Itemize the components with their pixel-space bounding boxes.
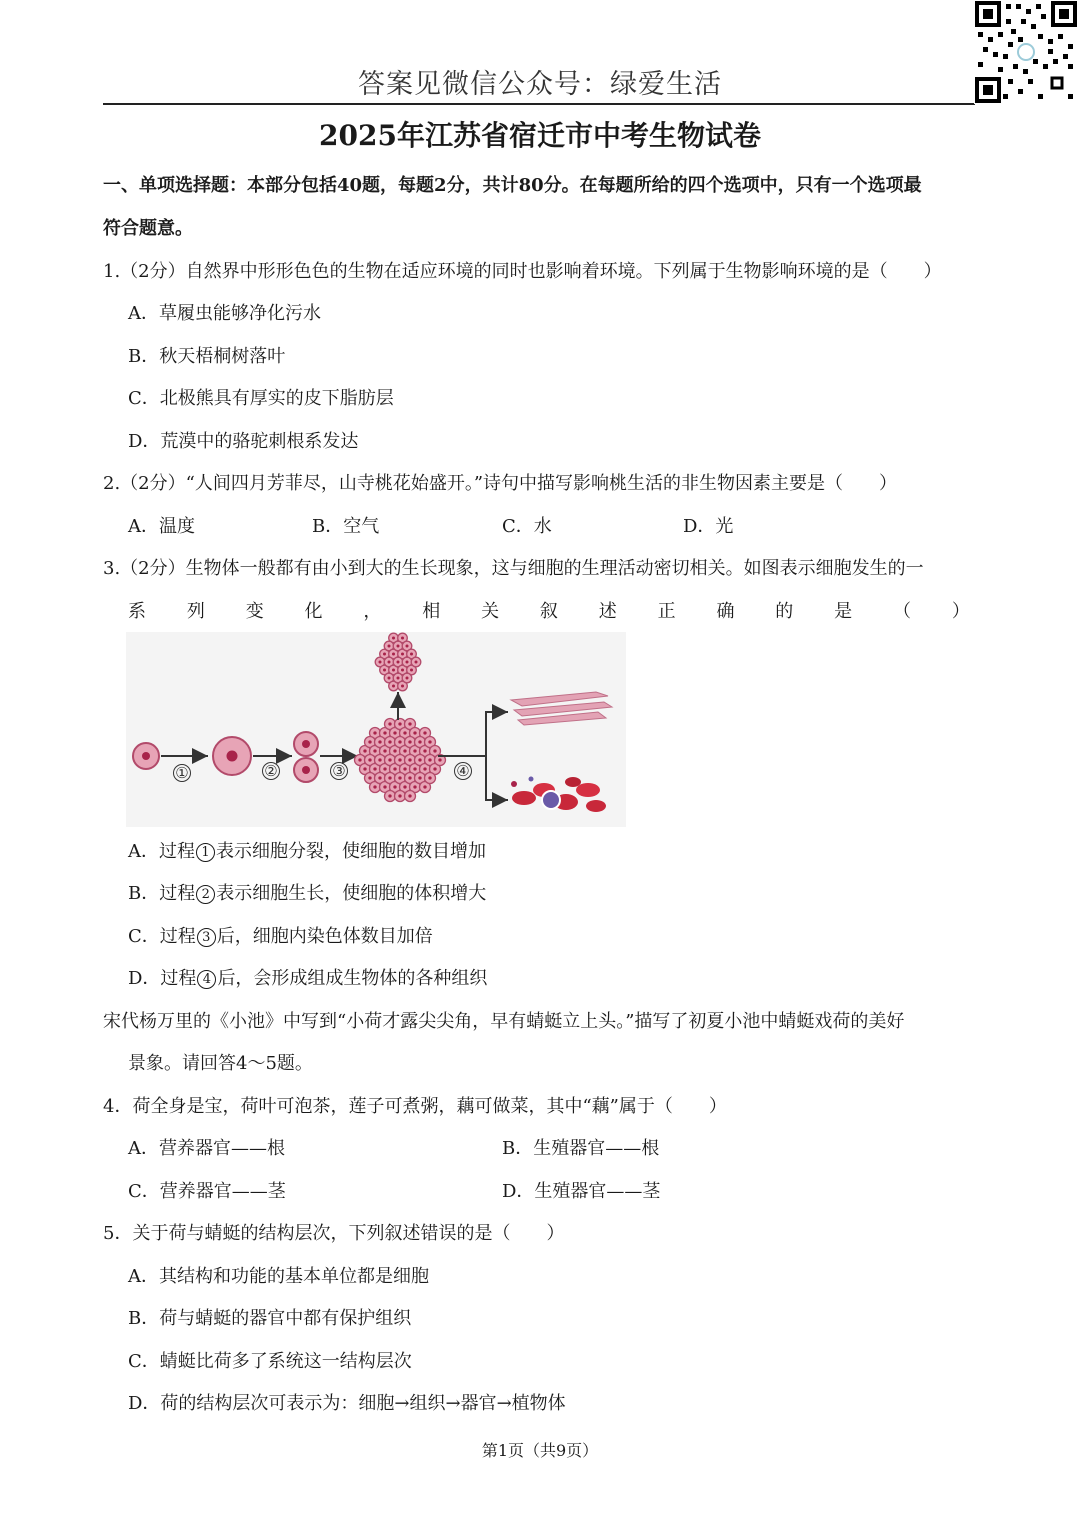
q1-option-a: A．草履虫能够净化污水	[128, 303, 321, 324]
nucleus	[401, 653, 404, 656]
nucleus	[363, 749, 366, 752]
nucleus	[368, 758, 371, 761]
cell-change-diagram	[126, 632, 626, 827]
q5-option-b: B．荷与蜻蜓的器官中都有保护组织	[128, 1308, 412, 1329]
q3-word: 正	[657, 601, 676, 622]
step-label: ③	[332, 762, 346, 780]
nucleus	[373, 731, 376, 734]
nucleus	[393, 767, 396, 770]
nucleus	[398, 740, 401, 743]
qr-code-icon	[974, 0, 1078, 104]
nucleus	[413, 731, 416, 734]
section-heading: 一、单项选择题：本部分包括40题，每题2分，共计80分。在每题所给的四个选项中，只有一个选项最	[103, 175, 922, 196]
nucleus	[388, 758, 391, 761]
nucleus	[398, 776, 401, 779]
q3-word: 叙	[539, 601, 558, 622]
page-number: 第1页（共9页）	[481, 1441, 599, 1460]
q5-option-a: A．其结构和功能的基本单位都是细胞	[128, 1266, 429, 1287]
circled-number: 3	[197, 928, 216, 947]
nucleus	[403, 749, 406, 752]
q4-stem: 4．荷全身是宝，荷叶可泡茶，莲子可煮粥，藕可做菜，其中“藕”属于（ ）	[103, 1096, 727, 1117]
nucleus	[433, 767, 436, 770]
nucleus	[408, 794, 411, 797]
nucleus	[423, 731, 426, 734]
nucleus	[401, 669, 404, 672]
nucleus	[373, 767, 376, 770]
nucleus	[406, 645, 409, 648]
nucleus	[413, 767, 416, 770]
nucleus	[379, 661, 382, 664]
q1-stem: 1.（2分）自然界中形形色色的生物在适应环境的同时也影响着环境。下列属于生物影响环境的是（ ）	[103, 261, 942, 282]
nucleus	[403, 767, 406, 770]
q2-option-d: D．光	[683, 516, 734, 537]
nucleus	[378, 740, 381, 743]
nucleus	[378, 776, 381, 779]
small-cell	[133, 743, 159, 769]
nucleus	[388, 661, 391, 664]
nucleus	[358, 758, 361, 761]
nucleus	[388, 677, 391, 680]
nucleus	[383, 669, 386, 672]
section-heading-cont: 符合题意。	[103, 218, 193, 239]
nucleus	[418, 740, 421, 743]
nucleus	[393, 749, 396, 752]
q5-option-d: D．荷的结构层次可表示为：细胞→组织→器官→植物体	[128, 1393, 566, 1414]
nucleus	[397, 645, 400, 648]
q4-option-b: B．生殖器官——根	[502, 1138, 660, 1159]
q3-word: ，	[363, 601, 382, 622]
q3-word: 化	[304, 601, 323, 622]
nucleus	[392, 685, 395, 688]
q3-word: 系	[128, 601, 146, 622]
nucleus	[433, 749, 436, 752]
nucleus	[392, 669, 395, 672]
q3-word: 变	[245, 601, 264, 622]
nucleus	[397, 677, 400, 680]
nucleus	[413, 749, 416, 752]
nucleus	[423, 767, 426, 770]
nucleus	[438, 758, 441, 761]
nucleus	[423, 785, 426, 788]
nucleus	[408, 722, 411, 725]
nucleus	[408, 740, 411, 743]
header-divider	[103, 103, 975, 105]
q3-stem: 3.（2分）生物体一般都有由小到大的生长现象，这与细胞的生理活动密切相关。如图表示细胞发生的一	[103, 558, 924, 579]
nucleus	[388, 776, 391, 779]
nucleus	[428, 740, 431, 743]
step-label: ②	[264, 762, 278, 780]
nucleus	[415, 661, 418, 664]
nucleus	[383, 767, 386, 770]
nucleus	[368, 776, 371, 779]
q2-stem: 2.（2分）“人间四月芳菲尽，山寺桃花始盛开。”诗句中描写影响桃生活的非生物因素主要是（ ）	[103, 473, 898, 494]
q3-word: 述	[598, 601, 617, 622]
circled-number: 4	[197, 970, 216, 989]
nucleus	[368, 740, 371, 743]
circled-number: 1	[196, 843, 215, 862]
nucleus	[406, 677, 409, 680]
q4-option-c: C．营养器官——茎	[128, 1181, 286, 1202]
nucleus	[388, 722, 391, 725]
nucleus	[401, 685, 404, 688]
q3-word: 的	[775, 601, 794, 622]
q3-option-d: D．过程 4 后，会形成组成生物体的各种组织	[128, 968, 488, 989]
q1-option-b: B．秋天梧桐树落叶	[128, 346, 286, 367]
nucleus	[408, 776, 411, 779]
q1-option-c: C．北极熊具有厚实的皮下脂肪层	[128, 388, 394, 409]
nucleus	[398, 758, 401, 761]
step-label: ④	[456, 762, 470, 780]
nucleus	[408, 758, 411, 761]
nucleus	[392, 637, 395, 640]
q5-stem: 5．关于荷与蜻蜓的结构层次，下列叙述错误的是（ ）	[103, 1223, 565, 1244]
nucleus	[383, 749, 386, 752]
q3-option-c: C．过程 3 后，细胞内染色体数目加倍	[128, 926, 433, 947]
q3-word: 是	[834, 601, 853, 622]
q5-option-c: C．蜻蜓比荷多了系统这一结构层次	[128, 1351, 412, 1372]
circled-number: 2	[196, 885, 215, 904]
nucleus	[428, 776, 431, 779]
q3-option-a: A．过程 1 表示细胞分裂，使细胞的数目增加	[128, 841, 486, 862]
q3-word: 关	[481, 601, 500, 622]
exam-title: 2025年江苏省宿迁市中考生物试卷	[319, 119, 761, 152]
nucleus	[397, 661, 400, 664]
nucleus	[383, 731, 386, 734]
grown-cell	[213, 737, 251, 775]
nucleus	[428, 758, 431, 761]
nucleus	[383, 653, 386, 656]
nucleus	[398, 722, 401, 725]
nucleus	[413, 785, 416, 788]
q3-stem-cont	[128, 597, 970, 623]
q3-word: 确	[716, 601, 735, 622]
q3-word: （	[892, 601, 911, 622]
q4-option-a: A．营养器官——根	[128, 1138, 285, 1159]
nucleus	[383, 785, 386, 788]
passage-cont: 景象。请回答4～5题。	[128, 1053, 313, 1074]
passage: 宋代杨万里的《小池》中写到“小荷才露尖尖角，早有蜻蜓立上头。”描写了初夏小池中蜻蜓戏荷的美好	[103, 1011, 905, 1032]
step-label: ①	[175, 764, 189, 782]
nucleus	[418, 776, 421, 779]
q1-option-d: D．荒漠中的骆驼刺根系发达	[128, 431, 359, 452]
nucleus	[393, 731, 396, 734]
nucleus	[373, 749, 376, 752]
q3-word: 列	[186, 601, 205, 622]
nucleus	[373, 785, 376, 788]
q2-option-a: A．温度	[128, 516, 195, 537]
nucleus	[418, 758, 421, 761]
nucleus	[403, 785, 406, 788]
nucleus	[388, 794, 391, 797]
nucleus	[423, 749, 426, 752]
nucleus	[406, 661, 409, 664]
nucleus	[363, 767, 366, 770]
nucleus	[403, 731, 406, 734]
nucleus	[388, 645, 391, 648]
q2-option-c: C．水	[502, 516, 552, 537]
q3-word: ）	[951, 601, 970, 622]
nucleus	[378, 758, 381, 761]
nucleus	[410, 653, 413, 656]
nucleus	[410, 669, 413, 672]
q3-option-b: B．过程 2 表示细胞生长，使细胞的体积增大	[128, 883, 487, 904]
nucleus	[392, 653, 395, 656]
nucleus	[401, 637, 404, 640]
watermark-header: 答案见微信公众号：绿爱生活	[358, 69, 722, 100]
q3-word: 相	[422, 601, 441, 622]
nucleus	[388, 740, 391, 743]
nucleus	[398, 794, 401, 797]
q4-option-d: D．生殖器官——茎	[502, 1181, 661, 1202]
nucleus	[393, 785, 396, 788]
q2-option-b: B．空气	[312, 516, 380, 537]
